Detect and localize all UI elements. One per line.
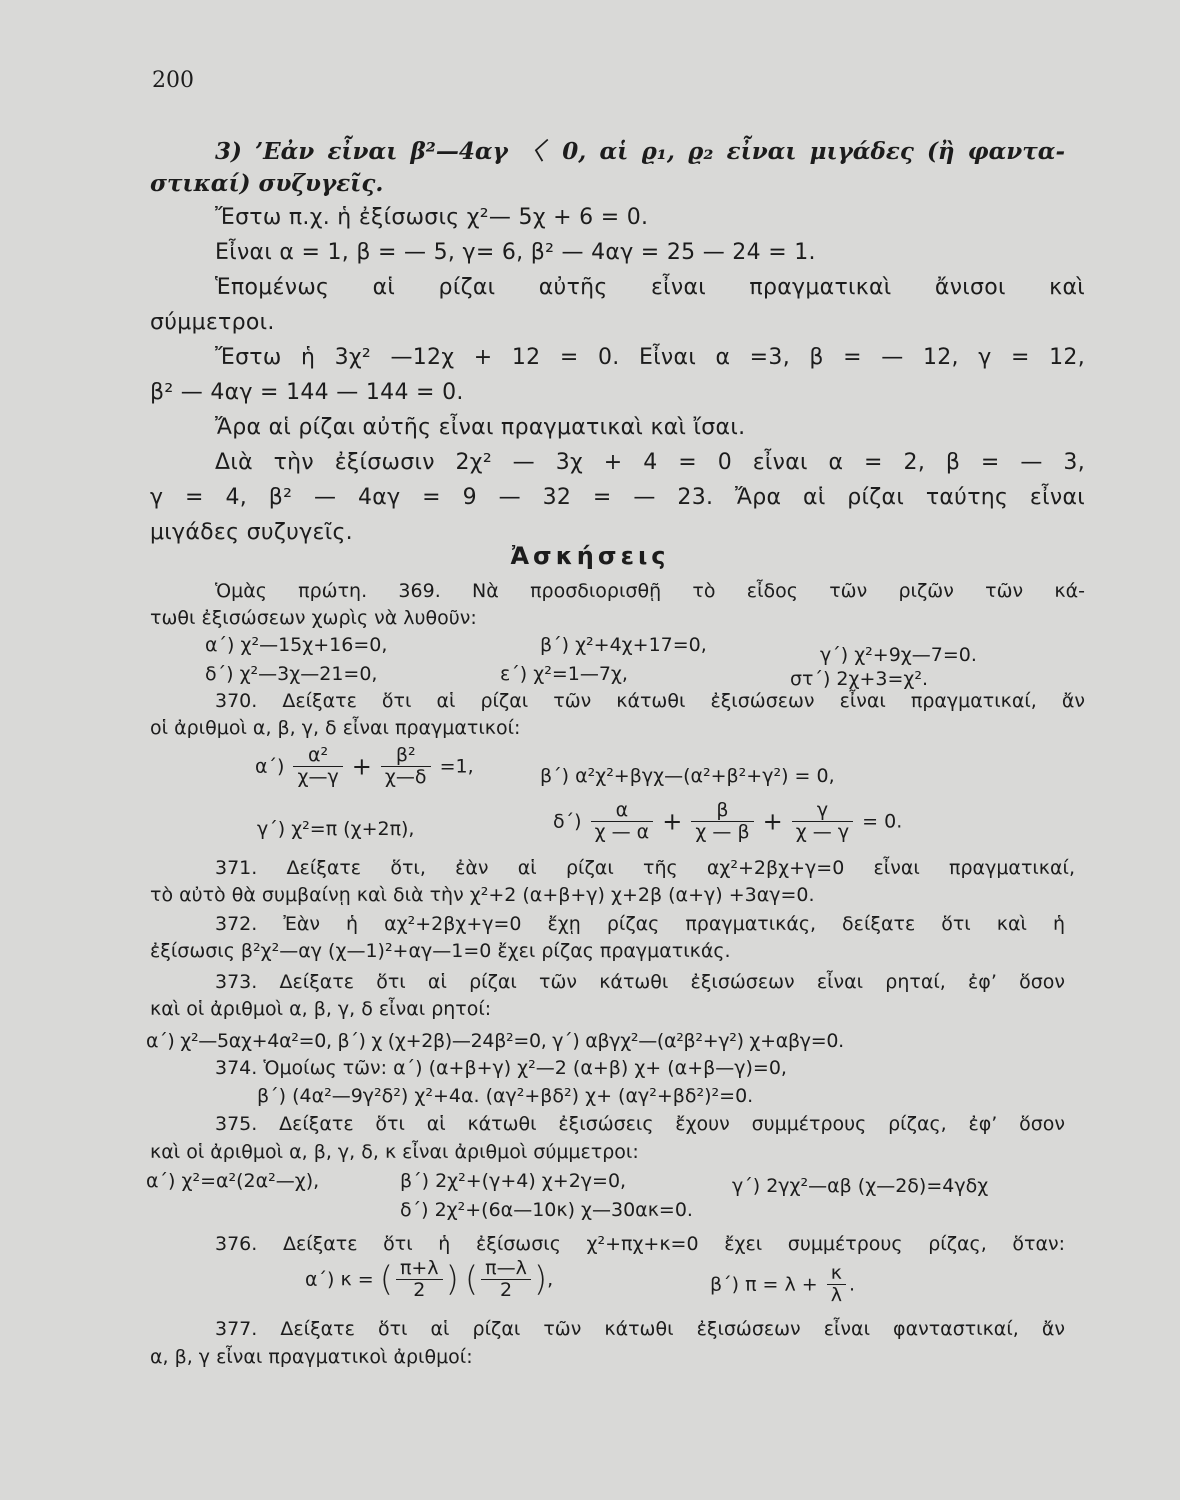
ex370-a-num2: β²	[381, 745, 431, 767]
ex370-line2: οἱ ἀριθμοὶ α, β, γ, δ εἶναι πραγματικοί:	[150, 717, 521, 739]
ex370-d-den3: χ — γ	[795, 820, 850, 843]
ex370-b: β΄) α²χ²+βγχ—(α²+β²+γ²) = 0,	[540, 765, 835, 787]
ex376-a-fraction1	[396, 1258, 443, 1301]
ex369-f: στ΄) 2χ+3=χ².	[790, 668, 929, 690]
ex376-a-den2: 2	[499, 1278, 513, 1301]
ex370-d-num3: γ	[792, 800, 853, 822]
ex376-b	[710, 1263, 855, 1306]
ex377-line2: α, β, γ εἶναι πραγματικοὶ ἀριθμοί:	[150, 1346, 473, 1368]
ex374-line2: β΄) (4α²—9γ²δ²) χ²+4α. (αγ²+βδ²) χ+ (αγ²+βδ²)²=0.	[257, 1085, 754, 1107]
ex370-a-den2: χ—δ	[384, 765, 427, 788]
ex371-line2: τὸ αὐτὸ θὰ συμβαίνῃ καὶ διὰ τὴν χ²+2 (α+β+γ) χ+2β (α+γ) +3αγ=0.	[150, 884, 815, 906]
case3-line8: Διὰ τὴν ἐξίσωσιν 2χ² — 3χ + 4 = 0 εἶναι α = 2, β = — 3,	[215, 450, 1085, 475]
ex370-d-den1: χ — α	[594, 820, 650, 843]
case3-heading-line2: στικαί) συζυγεῖς.	[150, 170, 384, 197]
ex373-line3: α΄) χ²—5αχ+4α²=0, β΄) χ (χ+2β)—24β²=0, γ΄) αβγχ²—(α²β²+γ²) χ+αβγ=0.	[146, 1030, 844, 1052]
ex376-b-num: κ	[827, 1263, 846, 1285]
ex376-a-paren-close-1: )	[445, 1259, 459, 1300]
ex374-line1: 374. Ὁμοίως τῶν: α΄) (α+β+γ) χ²—2 (α+β) χ+ (α+β—γ)=0,	[215, 1057, 787, 1079]
ex370-d-rhs: = 0.	[862, 810, 903, 833]
case3-line4: σύμμετροι.	[150, 310, 275, 335]
ex370-a-den1: χ—γ	[297, 765, 339, 788]
ex376-a-den1: 2	[413, 1278, 426, 1301]
ex369-line1: Ὁμὰς πρώτη. 369. Νὰ προσδιορισθῇ τὸ εἶδος τῶν ριζῶν τῶν κά-	[215, 580, 1085, 602]
case3-line10: μιγάδες συζυγεῖς.	[150, 520, 353, 545]
ex370-a	[255, 745, 474, 788]
case3-line7: Ἄρα αἱ ρίζαι αὐτῆς εἶναι πραγματικαὶ καὶ ἴσαι.	[215, 415, 746, 440]
ex376-a-paren-open-1: (	[379, 1259, 393, 1300]
ex376-b-dot: .	[849, 1273, 856, 1296]
page-number: 200	[152, 68, 194, 93]
ex375-c: γ΄) 2γχ²—αβ (χ—2δ)=4γδχ	[732, 1175, 989, 1197]
ex375-d: δ΄) 2χ²+(6α—10κ) χ—30ακ=0.	[400, 1199, 693, 1221]
ex369-a: α΄) χ²—15χ+16=0,	[205, 634, 388, 656]
ex370-a-fraction2	[381, 745, 431, 788]
case3-line5: Ἔστω ἡ 3χ² —12χ + 12 = 0. Εἶναι α =3, β = — 12, γ = 12,	[215, 345, 1085, 370]
ex376-a	[305, 1258, 553, 1301]
ex376-line1: 376. Δείξατε ὅτι ἡ ἐξίσωσις χ²+πχ+κ=0 ἔχει συμμέτρους ρίζας, ὅταν:	[215, 1233, 1065, 1255]
exercises-heading: Ἀσκήσεις	[510, 542, 670, 570]
ex372-line2: ἐξίσωσις β²χ²—αγ (χ—1)²+αγ—1=0 ἔχει ρίζας πραγματικάς.	[150, 940, 731, 962]
ex369-d: δ΄) χ²—3χ—21=0,	[205, 663, 378, 685]
ex370-a-label: α΄)	[255, 755, 285, 778]
ex376-a-comma: ,	[547, 1268, 554, 1291]
ex370-c: γ΄) χ²=π (χ+2π),	[257, 818, 415, 840]
ex370-d-plus1: +	[662, 807, 683, 836]
ex377-line1: 377. Δείξατε ὅτι αἱ ρίζαι τῶν κάτωθι ἐξισώσεων εἶναι φανταστικαί, ἄν	[215, 1318, 1065, 1340]
ex376-a-num2: π—λ	[481, 1258, 531, 1280]
case3-line6: β² — 4αγ = 144 — 144 = 0.	[150, 380, 464, 405]
ex375-b: β΄) 2χ²+(γ+4) χ+2γ=0,	[400, 1170, 627, 1192]
case3-line9: γ = 4, β² — 4αγ = 9 — 32 = — 23. Ἄρα αἱ ρίζαι ταύτης εἶναι	[150, 485, 1085, 510]
ex370-d-den2: χ — β	[695, 820, 750, 843]
ex370-a-num1: α²	[293, 745, 342, 767]
ex369-e: ε΄) χ²=1—7χ,	[500, 663, 628, 685]
ex372-line1: 372. Ἐὰν ἡ αχ²+2βχ+γ=0 ἔχῃ ρίζας πραγματικάς, δείξατε ὅτι καὶ ἡ	[215, 913, 1065, 935]
ex376-b-fraction	[827, 1263, 846, 1306]
ex376-b-den: λ	[830, 1283, 843, 1306]
ex376-a-label: α΄) κ =	[305, 1268, 374, 1291]
case3-line1: Ἔστω π.χ. ἡ ἐξίσωσις χ²— 5χ + 6 = 0.	[215, 205, 649, 230]
ex375-line1: 375. Δείξατε ὅτι αἱ κάτωθι ἐξισώσεις ἔχουν συμμέτρους ρίζας, ἐφ’ ὅσον	[215, 1113, 1065, 1135]
ex370-a-fraction1	[293, 745, 342, 788]
ex369-b: β΄) χ²+4χ+17=0,	[540, 634, 707, 656]
ex370-d	[553, 800, 902, 843]
ex370-d-fraction3	[792, 800, 853, 843]
ex370-line1: 370. Δείξατε ὅτι αἱ ρίζαι τῶν κάτωθι ἐξισώσεων εἶναι πραγματικαί, ἄν	[215, 690, 1085, 712]
ex370-d-num1: α	[591, 800, 654, 822]
case3-heading-line1: 3) ’Εἀν εἶναι β²—4αγ 〈 0, αἱ ϱ₁, ϱ₂ εἶναι μιγάδες (ἢ φαντα-	[215, 138, 1065, 165]
ex373-line1: 373. Δείξατε ὅτι αἱ ρίζαι τῶν κάτωθι ἐξισώσεων εἶναι ρηταί, ἐφ’ ὅσον	[215, 971, 1065, 993]
ex370-a-rhs: =1,	[439, 755, 474, 778]
ex371-line1: 371. Δείξατε ὅτι, ἐὰν αἱ ρίζαι τῆς αχ²+2βχ+γ=0 εἶναι πραγματικαί,	[215, 857, 1075, 879]
ex369-c: γ΄) χ²+9χ—7=0.	[820, 644, 977, 666]
ex375-a: α΄) χ²=α²(2α²—χ),	[146, 1170, 320, 1192]
case3-line2: Εἶναι α = 1, β = — 5, γ= 6, β² — 4αγ = 25 — 24 = 1.	[215, 240, 816, 265]
ex376-a-paren-open-2: (	[464, 1259, 479, 1300]
ex376-a-fraction2	[481, 1258, 531, 1301]
ex370-d-fraction1	[591, 800, 654, 843]
ex370-d-label: δ΄)	[553, 810, 582, 833]
ex370-d-num2: β	[691, 800, 753, 822]
ex370-a-plus: +	[351, 752, 372, 781]
ex376-a-num1: π+λ	[396, 1258, 443, 1280]
case3-line3: Ἑπομένως αἱ ρίζαι αὐτῆς εἶναι πραγματικαὶ ἄνισοι καὶ	[215, 275, 1085, 300]
ex376-a-paren-close-2: )	[533, 1259, 548, 1300]
ex370-d-plus2: +	[762, 807, 783, 836]
ex375-line2: καὶ οἱ ἀριθμοὶ α, β, γ, δ, κ εἶναι ἀριθμοὶ σύμμετροι:	[150, 1141, 639, 1163]
ex369-line2: τωθι ἐξισώσεων χωρὶς νὰ λυθοῦν:	[150, 607, 477, 629]
ex370-d-fraction2	[691, 800, 753, 843]
ex373-line2: καὶ οἱ ἀριθμοὶ α, β, γ, δ εἶναι ρητοί:	[150, 998, 492, 1020]
ex376-b-label: β΄) π = λ +	[710, 1273, 818, 1296]
